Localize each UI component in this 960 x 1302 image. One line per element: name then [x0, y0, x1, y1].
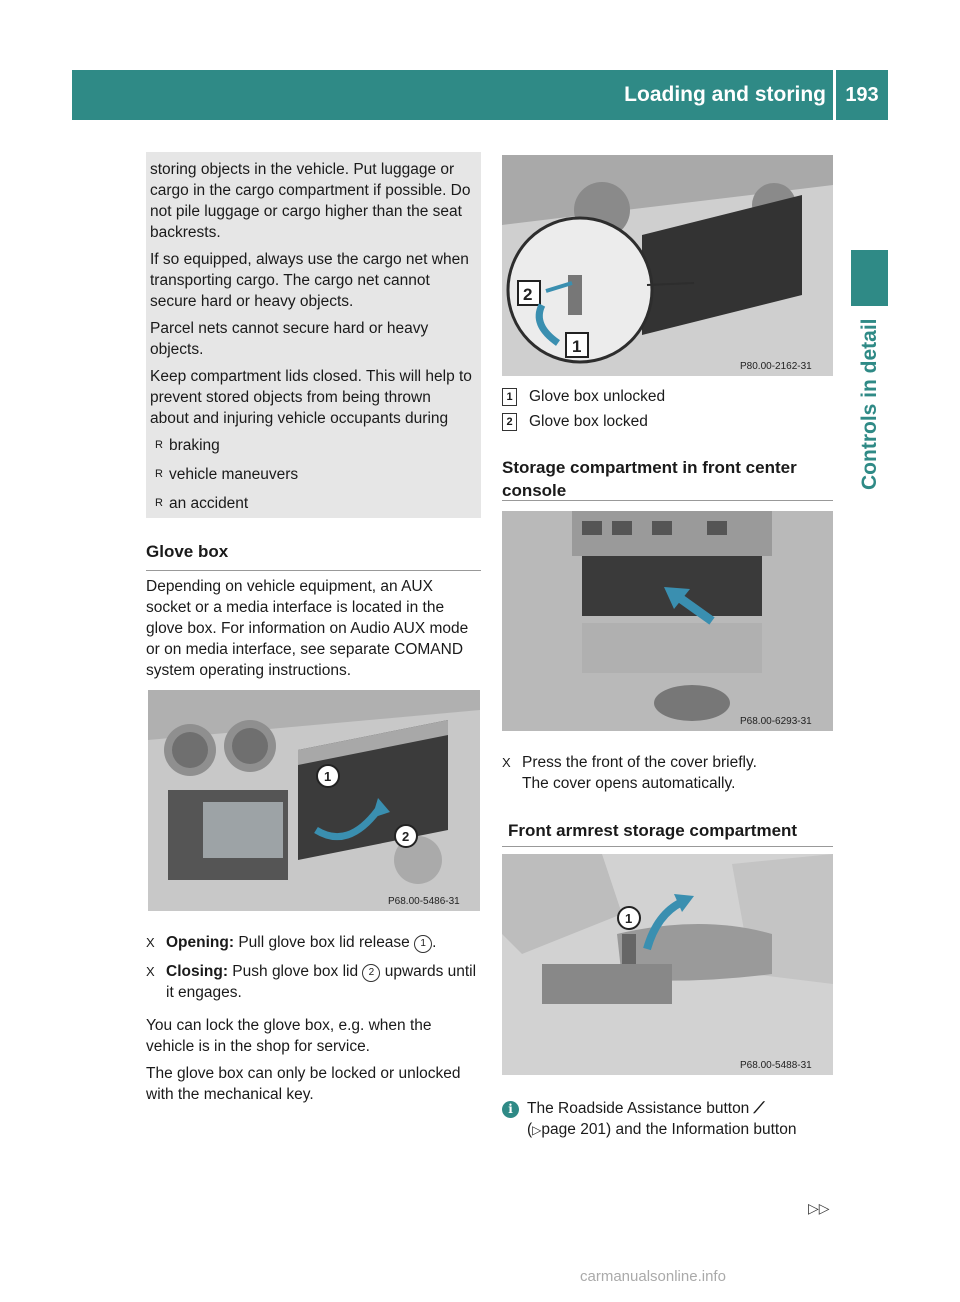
center-console-photo [502, 511, 833, 731]
continue-icon: ▷▷ [808, 1200, 830, 1216]
bullet-item: R vehicle maneuvers [155, 466, 299, 483]
key-paragraph: The glove box can only be locked or unlocked with the mechanical key. [146, 1065, 461, 1103]
center-console-step: X Press the front of the cover briefly. The cover opens automatically. [502, 754, 757, 792]
side-tab [851, 250, 888, 306]
closing-step: X Closing: Push glove box lid 2 upwards until it engages. [146, 963, 477, 1001]
legend-item-locked: 2 Glove box locked [502, 411, 837, 432]
bullet-marker: R [155, 439, 163, 451]
info-icon: i [502, 1101, 519, 1118]
lock-legend [502, 386, 837, 432]
glove-box-lock-photo [502, 155, 833, 376]
warning-paragraph: storing objects in the vehicle. Put luggage or cargo in the cargo compartment if possible. Do not pile luggage or cargo higher than the seat backrests. [150, 161, 471, 241]
header-divider [833, 70, 836, 120]
bullet-item: R braking [155, 437, 220, 454]
svg-text:2: 2 [523, 285, 533, 304]
legend-number-1: 1 [502, 388, 517, 406]
svg-text:1: 1 [572, 337, 582, 356]
svg-text:1: 1 [625, 911, 633, 926]
armrest-photo [502, 854, 833, 1075]
warning-paragraph: If so equipped, always use the cargo net when transporting cargo. The cargo net cannot secure hard or heavy objects. [150, 251, 469, 310]
page-number: 193 [845, 84, 879, 106]
page-ref-arrow-icon: ▷ [532, 1123, 542, 1137]
step-arrow-icon: X [502, 755, 511, 770]
warning-box [146, 152, 481, 518]
opening-step: X Opening: Pull glove box lid release 1 . [146, 934, 437, 951]
roadside-assistance-icon: ⟋ [753, 1100, 765, 1117]
warning-paragraph: Parcel nets cannot secure hard or heavy objects. [150, 320, 429, 358]
legend-number-2: 2 [502, 413, 517, 431]
photo-code: P68.00-5486-31 [388, 896, 460, 907]
glove-box-heading: Glove box [146, 540, 481, 571]
center-console-heading: Storage compartment in front center console [502, 456, 833, 501]
side-section-title: Controls in detail [858, 318, 881, 490]
info-note: i The Roadside Assistance button ⟋ (▷page 201) and the Information button [502, 1098, 837, 1141]
callout-1: 1 [414, 935, 432, 953]
step-arrow-icon: X [146, 964, 155, 979]
glove-box-photo [148, 690, 480, 911]
bullet-marker: R [155, 468, 163, 480]
chapter-title: Loading and storing [624, 83, 826, 106]
bullet-item: R an accident [155, 495, 249, 512]
bullet-marker: R [155, 497, 163, 509]
legend-item-unlocked: 1 Glove box unlocked [502, 386, 837, 407]
svg-text:2: 2 [402, 829, 410, 844]
callout-2: 2 [362, 964, 380, 982]
armrest-heading: Front armrest storage compartment [502, 819, 833, 847]
photo-code: P68.00-5488-31 [740, 1060, 812, 1071]
svg-text:1: 1 [324, 769, 332, 784]
step-arrow-icon: X [146, 935, 155, 950]
photo-code: P68.00-6293-31 [740, 716, 812, 727]
glove-box-steps [146, 932, 481, 1111]
warning-paragraph: Keep compartment lids closed. This will help to prevent stored objects from being thrown about and injuring vehicle occupants during [150, 368, 472, 427]
glove-box-intro: Depending on vehicle equipment, an AUX socket or a media interface is located in the glove box. For information on Audio AUX mode or on media interface, see separate COMAND system operating instructions. [146, 578, 469, 679]
lock-paragraph: You can lock the glove box, e.g. when the vehicle is in the shop for service. [146, 1017, 432, 1055]
photo-code: P80.00-2162-31 [740, 361, 812, 372]
footer-watermark: carmanualsonline.info [580, 1268, 726, 1285]
